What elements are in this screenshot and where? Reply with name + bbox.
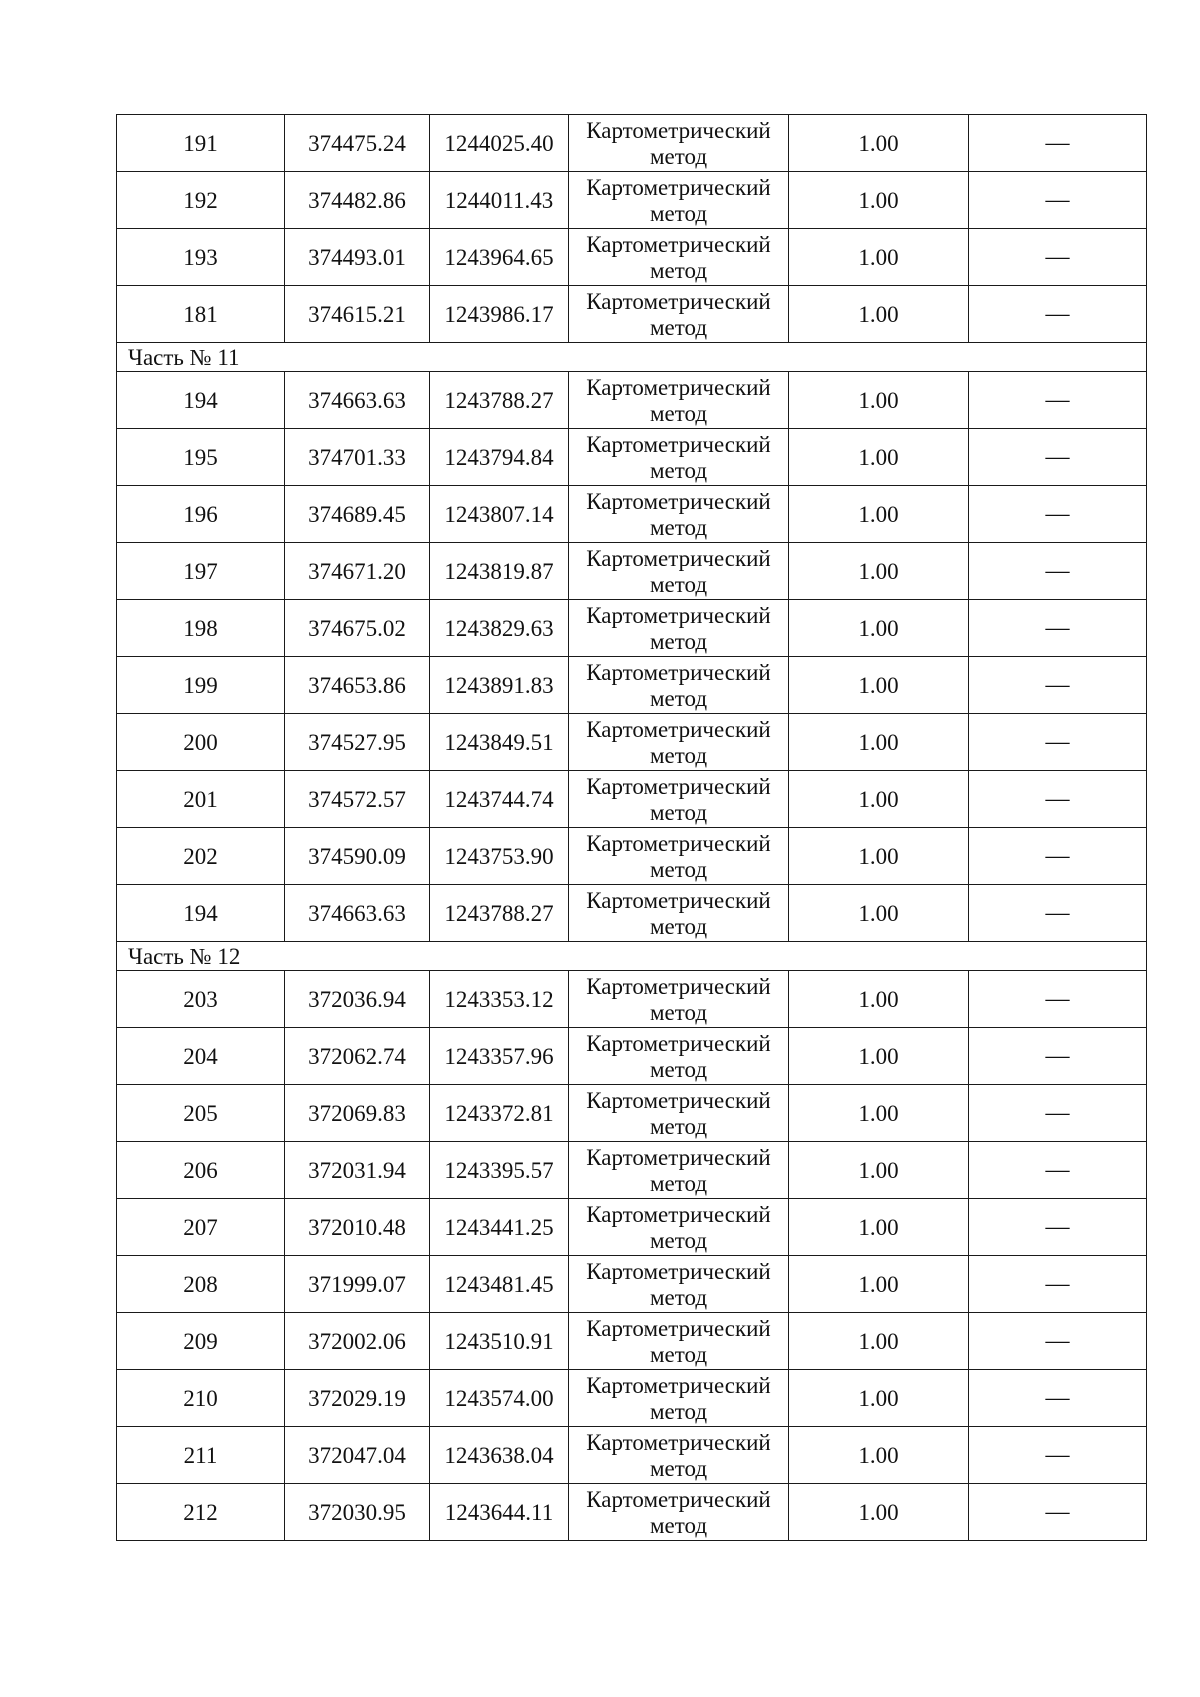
method-cell (569, 1085, 789, 1142)
method-line-1: Картометрический (586, 1201, 771, 1227)
point-number-cell: 194 (117, 885, 285, 942)
dash-mark: — (1045, 301, 1070, 327)
point-number-cell: 191 (117, 115, 285, 172)
dash-mark: — (1045, 444, 1070, 470)
dash-mark: — (1045, 1385, 1070, 1411)
accuracy-cell: 1.00 (789, 885, 969, 942)
accuracy-cell: 1.00 (789, 429, 969, 486)
accuracy-cell: 1.00 (789, 971, 969, 1028)
method-line-2: метод (649, 314, 708, 340)
method-line-2: метод (649, 1284, 708, 1310)
point-number-cell: 204 (117, 1028, 285, 1085)
table-row (117, 1256, 1147, 1313)
note-cell (969, 1142, 1147, 1199)
accuracy-cell: 1.00 (789, 1142, 969, 1199)
y-coordinate-cell: 1243638.04 (430, 1427, 569, 1484)
method-cell (569, 885, 789, 942)
note-cell (969, 1085, 1147, 1142)
note-cell (969, 1370, 1147, 1427)
point-number-cell: 206 (117, 1142, 285, 1199)
point-number-cell: 210 (117, 1370, 285, 1427)
method-line-2: метод (649, 457, 708, 483)
section-title: Часть № 11 (117, 343, 1147, 372)
method-line-1: Картометрический (586, 1429, 771, 1455)
dash-mark: — (1045, 1214, 1070, 1240)
y-coordinate-cell: 1243372.81 (430, 1085, 569, 1142)
note-cell (969, 771, 1147, 828)
y-coordinate-cell: 1243510.91 (430, 1313, 569, 1370)
section-header-row (117, 343, 1147, 372)
note-cell (969, 429, 1147, 486)
method-cell (569, 372, 789, 429)
accuracy-cell: 1.00 (789, 1484, 969, 1541)
table-row (117, 1313, 1147, 1370)
accuracy-cell: 1.00 (789, 1256, 969, 1313)
point-number-cell: 202 (117, 828, 285, 885)
y-coordinate-cell: 1243849.51 (430, 714, 569, 771)
coordinates-table (116, 114, 1147, 1541)
method-line-1: Картометрический (586, 1315, 771, 1341)
method-cell (569, 714, 789, 771)
table-row (117, 771, 1147, 828)
table-row (117, 1370, 1147, 1427)
x-coordinate-cell: 374482.86 (285, 172, 430, 229)
y-coordinate-cell: 1243753.90 (430, 828, 569, 885)
method-cell (569, 1256, 789, 1313)
accuracy-cell: 1.00 (789, 1427, 969, 1484)
method-line-1: Картометрический (586, 374, 771, 400)
y-coordinate-cell: 1244011.43 (430, 172, 569, 229)
table-row (117, 885, 1147, 942)
method-line-1: Картометрический (586, 117, 771, 143)
method-line-2: метод (649, 400, 708, 426)
method-line-2: метод (649, 999, 708, 1025)
point-number-cell: 195 (117, 429, 285, 486)
y-coordinate-cell: 1243395.57 (430, 1142, 569, 1199)
method-cell (569, 771, 789, 828)
accuracy-cell: 1.00 (789, 828, 969, 885)
accuracy-cell: 1.00 (789, 1370, 969, 1427)
method-line-2: метод (649, 1455, 708, 1481)
method-line-1: Картометрический (586, 231, 771, 257)
note-cell (969, 885, 1147, 942)
table-row (117, 486, 1147, 543)
note-cell (969, 828, 1147, 885)
dash-mark: — (1045, 786, 1070, 812)
dash-mark: — (1045, 1442, 1070, 1468)
dash-mark: — (1045, 1100, 1070, 1126)
note-cell (969, 971, 1147, 1028)
accuracy-cell: 1.00 (789, 286, 969, 343)
accuracy-cell: 1.00 (789, 372, 969, 429)
method-line-1: Картометрический (586, 288, 771, 314)
point-number-cell: 203 (117, 971, 285, 1028)
dash-mark: — (1045, 672, 1070, 698)
method-line-1: Картометрический (586, 488, 771, 514)
method-cell (569, 600, 789, 657)
x-coordinate-cell: 372010.48 (285, 1199, 430, 1256)
table-row (117, 971, 1147, 1028)
y-coordinate-cell: 1243986.17 (430, 286, 569, 343)
table-row (117, 286, 1147, 343)
note-cell (969, 172, 1147, 229)
table-row (117, 1484, 1147, 1541)
x-coordinate-cell: 374663.63 (285, 372, 430, 429)
table-row (117, 828, 1147, 885)
dash-mark: — (1045, 900, 1070, 926)
note-cell (969, 372, 1147, 429)
method-line-1: Картометрический (586, 830, 771, 856)
dash-mark: — (1045, 558, 1070, 584)
note-cell (969, 1199, 1147, 1256)
table-row (117, 1427, 1147, 1484)
y-coordinate-cell: 1243574.00 (430, 1370, 569, 1427)
x-coordinate-cell: 372030.95 (285, 1484, 430, 1541)
method-line-2: метод (649, 257, 708, 283)
x-coordinate-cell: 372029.19 (285, 1370, 430, 1427)
table-row (117, 714, 1147, 771)
method-cell (569, 115, 789, 172)
point-number-cell: 211 (117, 1427, 285, 1484)
table-row (117, 172, 1147, 229)
accuracy-cell: 1.00 (789, 1199, 969, 1256)
x-coordinate-cell: 374615.21 (285, 286, 430, 343)
method-line-2: метод (649, 1512, 708, 1538)
dash-mark: — (1045, 1271, 1070, 1297)
method-line-2: метод (649, 799, 708, 825)
x-coordinate-cell: 374653.86 (285, 657, 430, 714)
x-coordinate-cell: 374493.01 (285, 229, 430, 286)
x-coordinate-cell: 372036.94 (285, 971, 430, 1028)
accuracy-cell: 1.00 (789, 229, 969, 286)
x-coordinate-cell: 374572.57 (285, 771, 430, 828)
x-coordinate-cell: 372069.83 (285, 1085, 430, 1142)
y-coordinate-cell: 1243481.45 (430, 1256, 569, 1313)
table-row (117, 1028, 1147, 1085)
method-cell (569, 971, 789, 1028)
y-coordinate-cell: 1243644.11 (430, 1484, 569, 1541)
point-number-cell: 181 (117, 286, 285, 343)
dash-mark: — (1045, 1157, 1070, 1183)
table-row (117, 543, 1147, 600)
note-cell (969, 600, 1147, 657)
accuracy-cell: 1.00 (789, 486, 969, 543)
method-line-2: метод (649, 514, 708, 540)
method-cell (569, 429, 789, 486)
point-number-cell: 196 (117, 486, 285, 543)
x-coordinate-cell: 372047.04 (285, 1427, 430, 1484)
method-line-1: Картометрический (586, 602, 771, 628)
dash-mark: — (1045, 615, 1070, 641)
table-row (117, 372, 1147, 429)
method-line-2: метод (649, 856, 708, 882)
y-coordinate-cell: 1243794.84 (430, 429, 569, 486)
note-cell (969, 1313, 1147, 1370)
method-cell (569, 229, 789, 286)
table-row (117, 429, 1147, 486)
method-cell (569, 1199, 789, 1256)
note-cell (969, 543, 1147, 600)
table-row (117, 600, 1147, 657)
method-line-1: Картометрический (586, 174, 771, 200)
method-cell (569, 1313, 789, 1370)
y-coordinate-cell: 1243829.63 (430, 600, 569, 657)
method-line-1: Картометрический (586, 1030, 771, 1056)
point-number-cell: 205 (117, 1085, 285, 1142)
method-line-1: Картометрический (586, 716, 771, 742)
point-number-cell: 193 (117, 229, 285, 286)
method-line-2: метод (649, 742, 708, 768)
method-line-2: метод (649, 628, 708, 654)
point-number-cell: 200 (117, 714, 285, 771)
x-coordinate-cell: 371999.07 (285, 1256, 430, 1313)
note-cell (969, 1484, 1147, 1541)
point-number-cell: 194 (117, 372, 285, 429)
y-coordinate-cell: 1243788.27 (430, 885, 569, 942)
method-line-1: Картометрический (586, 545, 771, 571)
method-line-1: Картометрический (586, 431, 771, 457)
dash-mark: — (1045, 1328, 1070, 1354)
note-cell (969, 1256, 1147, 1313)
point-number-cell: 209 (117, 1313, 285, 1370)
point-number-cell: 207 (117, 1199, 285, 1256)
dash-mark: — (1045, 1043, 1070, 1069)
note-cell (969, 657, 1147, 714)
method-line-2: метод (649, 1170, 708, 1196)
y-coordinate-cell: 1243441.25 (430, 1199, 569, 1256)
method-line-2: метод (649, 685, 708, 711)
point-number-cell: 198 (117, 600, 285, 657)
accuracy-cell: 1.00 (789, 657, 969, 714)
x-coordinate-cell: 372031.94 (285, 1142, 430, 1199)
dash-mark: — (1045, 843, 1070, 869)
table-row (117, 1085, 1147, 1142)
point-number-cell: 212 (117, 1484, 285, 1541)
dash-mark: — (1045, 986, 1070, 1012)
dash-mark: — (1045, 1499, 1070, 1525)
accuracy-cell: 1.00 (789, 714, 969, 771)
method-cell (569, 828, 789, 885)
point-number-cell: 201 (117, 771, 285, 828)
method-line-2: метод (649, 200, 708, 226)
y-coordinate-cell: 1244025.40 (430, 115, 569, 172)
method-line-1: Картометрический (586, 887, 771, 913)
method-line-1: Картометрический (586, 1486, 771, 1512)
method-cell (569, 543, 789, 600)
x-coordinate-cell: 372062.74 (285, 1028, 430, 1085)
accuracy-cell: 1.00 (789, 115, 969, 172)
method-cell (569, 486, 789, 543)
method-line-1: Картометрический (586, 1372, 771, 1398)
section-title: Часть № 12 (117, 942, 1147, 971)
accuracy-cell: 1.00 (789, 1028, 969, 1085)
table-row (117, 657, 1147, 714)
method-cell (569, 286, 789, 343)
method-line-1: Картометрический (586, 973, 771, 999)
method-line-2: метод (649, 1056, 708, 1082)
table-row (117, 1142, 1147, 1199)
x-coordinate-cell: 374671.20 (285, 543, 430, 600)
method-line-2: метод (649, 1398, 708, 1424)
y-coordinate-cell: 1243807.14 (430, 486, 569, 543)
dash-mark: — (1045, 501, 1070, 527)
method-cell (569, 172, 789, 229)
method-line-1: Картометрический (586, 659, 771, 685)
accuracy-cell: 1.00 (789, 1313, 969, 1370)
method-cell (569, 1427, 789, 1484)
dash-mark: — (1045, 187, 1070, 213)
note-cell (969, 115, 1147, 172)
method-line-2: метод (649, 143, 708, 169)
x-coordinate-cell: 372002.06 (285, 1313, 430, 1370)
y-coordinate-cell: 1243891.83 (430, 657, 569, 714)
x-coordinate-cell: 374527.95 (285, 714, 430, 771)
point-number-cell: 208 (117, 1256, 285, 1313)
y-coordinate-cell: 1243353.12 (430, 971, 569, 1028)
y-coordinate-cell: 1243964.65 (430, 229, 569, 286)
note-cell (969, 714, 1147, 771)
dash-mark: — (1045, 244, 1070, 270)
method-line-2: метод (649, 571, 708, 597)
method-line-1: Картометрический (586, 773, 771, 799)
section-header-row (117, 942, 1147, 971)
method-cell (569, 1142, 789, 1199)
table-row (117, 1199, 1147, 1256)
table-row (117, 229, 1147, 286)
x-coordinate-cell: 374590.09 (285, 828, 430, 885)
x-coordinate-cell: 374663.63 (285, 885, 430, 942)
method-line-2: метод (649, 1113, 708, 1139)
dash-mark: — (1045, 729, 1070, 755)
note-cell (969, 1028, 1147, 1085)
method-line-2: метод (649, 1227, 708, 1253)
note-cell (969, 486, 1147, 543)
y-coordinate-cell: 1243819.87 (430, 543, 569, 600)
note-cell (969, 1427, 1147, 1484)
x-coordinate-cell: 374701.33 (285, 429, 430, 486)
method-cell (569, 1484, 789, 1541)
point-number-cell: 199 (117, 657, 285, 714)
method-line-2: метод (649, 913, 708, 939)
method-line-2: метод (649, 1341, 708, 1367)
method-cell (569, 657, 789, 714)
table-row (117, 115, 1147, 172)
y-coordinate-cell: 1243744.74 (430, 771, 569, 828)
accuracy-cell: 1.00 (789, 600, 969, 657)
x-coordinate-cell: 374689.45 (285, 486, 430, 543)
accuracy-cell: 1.00 (789, 771, 969, 828)
coordinates-table-body (117, 115, 1147, 1541)
method-line-1: Картометрический (586, 1144, 771, 1170)
accuracy-cell: 1.00 (789, 543, 969, 600)
note-cell (969, 286, 1147, 343)
x-coordinate-cell: 374675.02 (285, 600, 430, 657)
dash-mark: — (1045, 387, 1070, 413)
note-cell (969, 229, 1147, 286)
y-coordinate-cell: 1243357.96 (430, 1028, 569, 1085)
accuracy-cell: 1.00 (789, 172, 969, 229)
dash-mark: — (1045, 130, 1070, 156)
point-number-cell: 192 (117, 172, 285, 229)
method-line-1: Картометрический (586, 1258, 771, 1284)
method-line-1: Картометрический (586, 1087, 771, 1113)
method-cell (569, 1028, 789, 1085)
x-coordinate-cell: 374475.24 (285, 115, 430, 172)
accuracy-cell: 1.00 (789, 1085, 969, 1142)
y-coordinate-cell: 1243788.27 (430, 372, 569, 429)
point-number-cell: 197 (117, 543, 285, 600)
method-cell (569, 1370, 789, 1427)
